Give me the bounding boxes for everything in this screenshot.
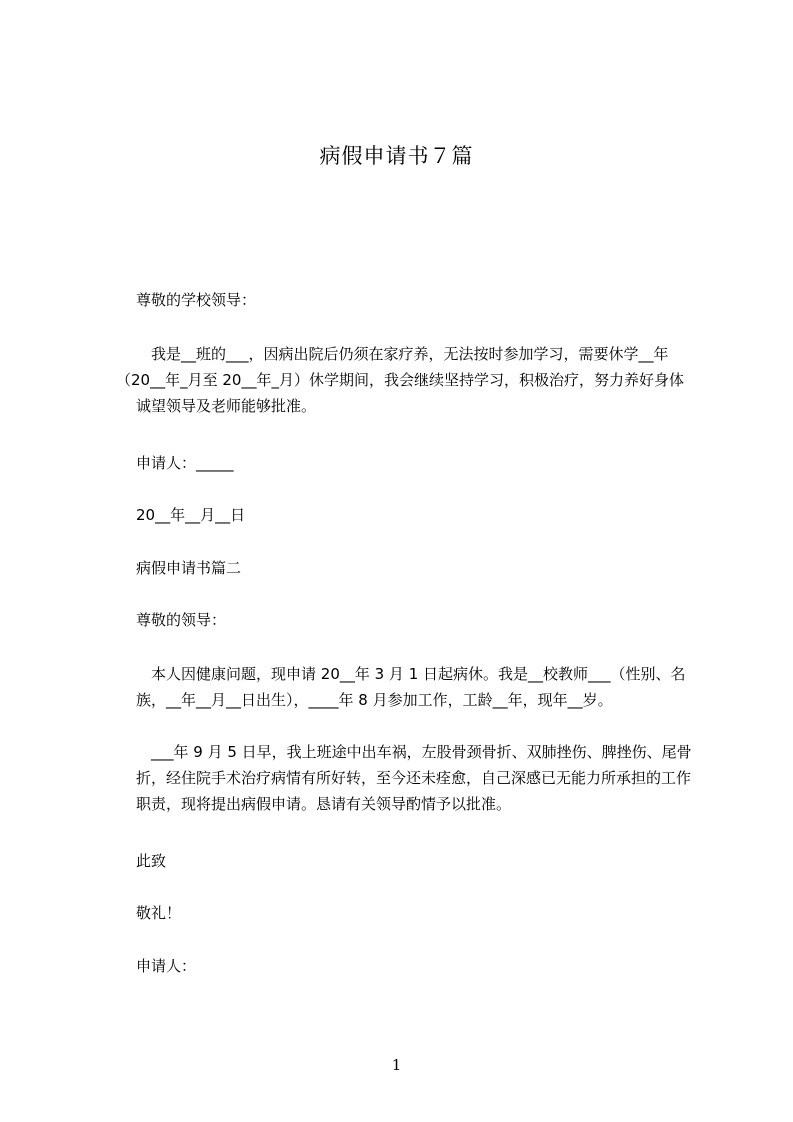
letter2-heading: 病假申请书篇二 — [136, 559, 242, 577]
letter1-date: 20__年__月__日 — [136, 506, 246, 524]
letter2-para2-line: ___年 9 月 5 日早，我上班途中出车祸，左股骨颈骨折、双肺挫伤、脾挫伤、尾骨 — [136, 743, 692, 761]
letter2-salutation: 尊敬的领导： — [136, 611, 227, 629]
letter2-applicant: 申请人： — [136, 957, 197, 975]
letter2-closing-1: 此致 — [136, 852, 167, 870]
document-title: 病假申请书７篇 — [319, 144, 474, 168]
page-number: 1 — [391, 1056, 402, 1074]
letter2-paragraph-1 — [136, 661, 702, 713]
letter2-para2-line: 职责，现将提出病假申请。恳请有关领导酌情予以批准。 — [136, 795, 512, 813]
letter1-salutation: 尊敬的学校领导： — [136, 291, 257, 309]
letter1-body-line: （20__年_月至 20__年_月）休学期间，我会继续坚持学习，积极治疗，努力养好身体 — [116, 371, 684, 389]
letter2-para2-line: 折，经住院手术治疗病情有所好转，至今还未痊愈，自己深感已无能力所承担的工作 — [136, 769, 692, 787]
letter1-body-line: 诚望领导及老师能够批准。 — [136, 397, 317, 415]
letter1-applicant: 申请人：_____ — [136, 454, 234, 472]
letter2-closing-2: 敬礼！ — [136, 904, 182, 922]
letter2-para1-line: 族，__年__月__日出生），____年 8 月参加工作，工龄__年，现年__岁。 — [136, 691, 613, 709]
letter2-paragraph-2 — [136, 739, 702, 817]
letter1-body — [116, 341, 702, 419]
letter1-body-line: 我是__班的___，因病出院后仍须在家疗养，无法按时参加学习，需要休学__年 — [136, 345, 669, 363]
letter2-para1-line: 本人因健康问题，现申请 20__年 3 月 1 日起病休。我是__校教师___（性别、名 — [136, 665, 686, 683]
